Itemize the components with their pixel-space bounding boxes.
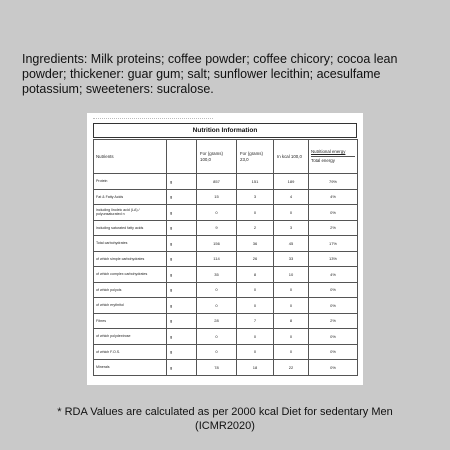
header-unit (167, 140, 197, 174)
cell-nutrient: of which polyols (94, 282, 167, 298)
cell-nutrient: of which polydextrose (94, 329, 167, 345)
header-per-23g: For (grams) 23,0 (237, 140, 274, 174)
table-row (94, 174, 358, 190)
cell-kcal: 4 (274, 189, 309, 205)
cell-per-23g: 0 (237, 282, 274, 298)
cell-unit: g (167, 251, 197, 267)
cell-energy: 0% (309, 329, 358, 345)
table-row (94, 282, 358, 298)
cell-energy: 0% (309, 282, 358, 298)
cell-per-23g: 36 (237, 236, 274, 252)
table-row (94, 189, 358, 205)
cell-per-23g: 151 (237, 174, 274, 190)
table-row (94, 236, 358, 252)
cell-nutrient: of which erythritol (94, 298, 167, 314)
cell-nutrient: of which simple carbohydrates (94, 251, 167, 267)
cell-per-23g: 0 (237, 329, 274, 345)
cell-kcal: 33 (274, 251, 309, 267)
cell-per-100g: 78 (197, 360, 237, 376)
cell-unit: g (167, 329, 197, 345)
nutrition-table-title: Nutrition Information (93, 123, 357, 138)
cell-energy: 0% (309, 298, 358, 314)
nutrition-table (93, 139, 358, 376)
table-row (94, 267, 358, 283)
cell-kcal: 0 (274, 282, 309, 298)
cell-per-100g: 0 (197, 329, 237, 345)
cell-unit: g (167, 282, 197, 298)
cell-kcal: 10 (274, 267, 309, 283)
cell-kcal: 0 (274, 205, 309, 221)
cell-unit: g (167, 344, 197, 360)
cell-kcal: 189 (274, 174, 309, 190)
cell-unit: g (167, 267, 197, 283)
cell-per-23g: 18 (237, 360, 274, 376)
cell-nutrient: Total carbohydrates (94, 236, 167, 252)
cell-per-100g: 0 (197, 298, 237, 314)
cell-per-23g: 7 (237, 313, 274, 329)
cell-unit: g (167, 174, 197, 190)
header-energy-bottom: Total energy (311, 158, 335, 163)
ingredients-text: Ingredients: Milk proteins; coffee powder; coffee chicory; cocoa lean powder; thickener: guar gum; salt; sunflower lecithin; acesulfame potassium; sweeteners: sucralose. (22, 52, 398, 96)
cell-per-23g: 0 (237, 298, 274, 314)
nutrition-panel-image (87, 113, 363, 385)
cell-energy: 2% (309, 220, 358, 236)
cell-per-100g: 0 (197, 205, 237, 221)
cell-energy: 17% (309, 236, 358, 252)
cell-per-23g: 2 (237, 220, 274, 236)
cell-per-100g: 9 (197, 220, 237, 236)
cell-per-100g: 35 (197, 267, 237, 283)
rda-footnote: * RDA Values are calculated as per 2000 kcal Diet for sedentary Men (ICMR2020) (57, 406, 393, 432)
cell-energy: 0% (309, 344, 358, 360)
cell-unit: g (167, 313, 197, 329)
table-row (94, 251, 358, 267)
cell-nutrient: Fat & Fatty Acids (94, 189, 167, 205)
cell-energy: 0% (309, 205, 358, 221)
cell-per-100g: 857 (197, 174, 237, 190)
header-energy (309, 140, 358, 174)
cell-nutrient: including saturated fatty acids (94, 220, 167, 236)
cell-kcal: 0 (274, 329, 309, 345)
cell-per-23g: 26 (237, 251, 274, 267)
cell-per-100g: 0 (197, 344, 237, 360)
cell-per-23g: 3 (237, 189, 274, 205)
cell-energy: 13% (309, 251, 358, 267)
cell-energy: 0% (309, 360, 358, 376)
header-nutrients: Nutrients (94, 140, 167, 174)
cell-per-100g: 114 (197, 251, 237, 267)
cell-nutrient: Fibres (94, 313, 167, 329)
table-row (94, 360, 358, 376)
cell-energy: 79% (309, 174, 358, 190)
cell-unit: g (167, 205, 197, 221)
cell-per-100g: 0 (197, 282, 237, 298)
cell-energy: 4% (309, 189, 358, 205)
cell-unit: g (167, 360, 197, 376)
cell-kcal: 3 (274, 220, 309, 236)
table-row (94, 220, 358, 236)
cell-energy: 2% (309, 313, 358, 329)
header-kcal: In kcal 100,0 (274, 140, 309, 174)
cut-off-header (93, 114, 213, 119)
cell-kcal: 45 (274, 236, 309, 252)
cell-kcal: 0 (274, 344, 309, 360)
table-header-row (94, 140, 358, 174)
table-row (94, 205, 358, 221)
table-row (94, 313, 358, 329)
cell-per-23g: 0 (237, 205, 274, 221)
cell-unit: g (167, 298, 197, 314)
cell-unit: g (167, 220, 197, 236)
header-per-100g: For (grams) 100,0 (197, 140, 237, 174)
cell-unit: g (167, 189, 197, 205)
cell-nutrient: of which F.O.S. (94, 344, 167, 360)
cell-kcal: 8 (274, 313, 309, 329)
header-energy-top: Nutritional energy (311, 149, 355, 157)
cell-nutrient: including linoleic acid (LA) / polyunsaturated n (94, 205, 167, 221)
cell-unit: g (167, 236, 197, 252)
cell-nutrient: of which complex carbohydrates (94, 267, 167, 283)
cell-kcal: 0 (274, 298, 309, 314)
cell-per-23g: 0 (237, 344, 274, 360)
cell-kcal: 22 (274, 360, 309, 376)
cell-nutrient: Protein (94, 174, 167, 190)
cell-per-100g: 28 (197, 313, 237, 329)
cell-per-23g: 8 (237, 267, 274, 283)
table-row (94, 298, 358, 314)
table-row (94, 329, 358, 345)
table-row (94, 344, 358, 360)
cell-energy: 4% (309, 267, 358, 283)
cell-per-100g: 156 (197, 236, 237, 252)
cell-nutrient: Minerals (94, 360, 167, 376)
cell-per-100g: 15 (197, 189, 237, 205)
